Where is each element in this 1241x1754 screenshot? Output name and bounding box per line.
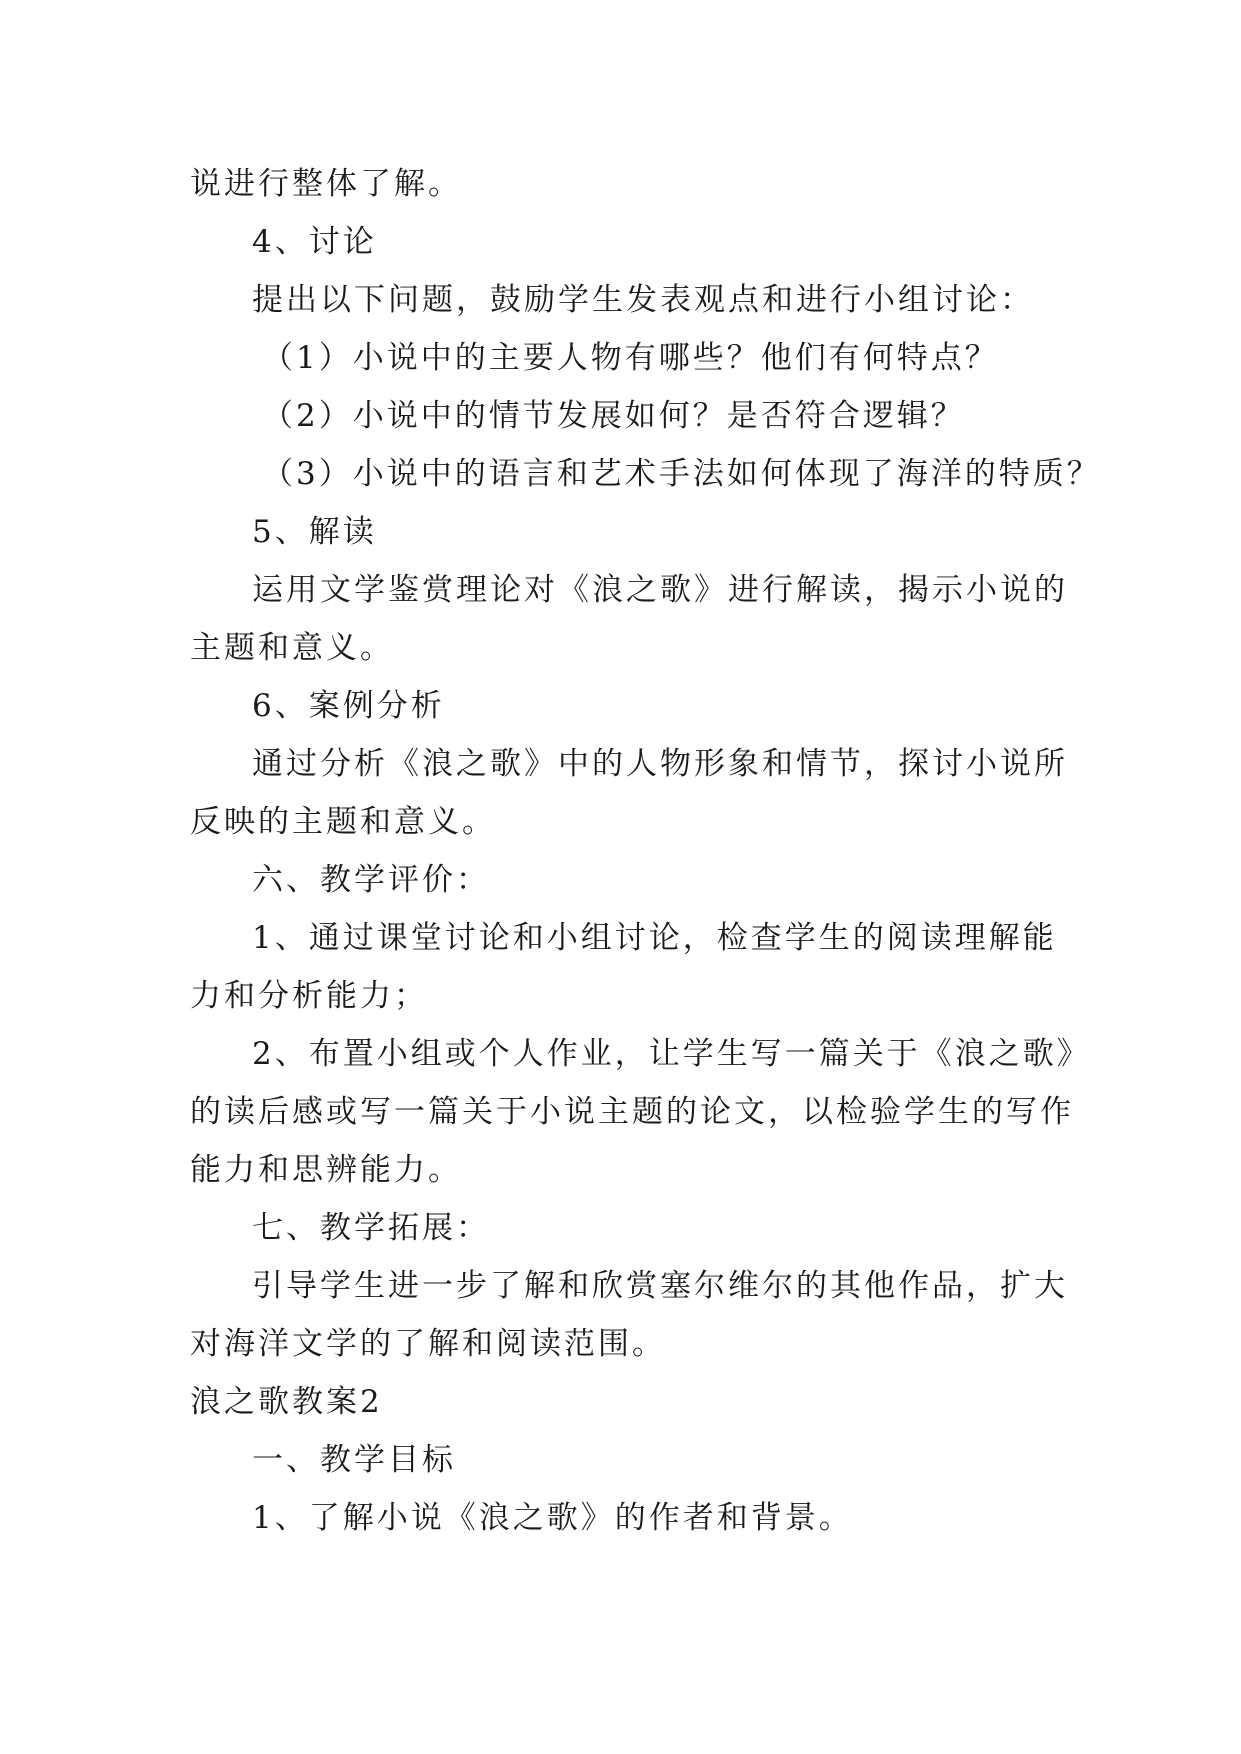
paragraph-line: 通过分析《浪之歌》中的人物形象和情节，探讨小说所 [252,746,1068,782]
section-heading-extension: 七、教学拓展： [252,1210,490,1246]
paragraph-line: 1、了解小说《浪之歌》的作者和背景。 [252,1500,853,1536]
section-heading-evaluation: 六、教学评价： [252,862,490,898]
paragraph-line: 2、布置小组或个人作业，让学生写一篇关于《浪之歌》 [252,1036,1091,1072]
paragraph-line: 引导学生进一步了解和欣赏塞尔维尔的其他作品，扩大 [252,1268,1068,1304]
paragraph-line: 1、通过课堂讨论和小组讨论，检查学生的阅读理解能 [252,920,1057,956]
section-heading-objectives: 一、教学目标 [252,1442,456,1478]
section-heading-interpretation: 5、解读 [252,514,377,550]
paragraph-line: 对海洋文学的了解和阅读范围。 [190,1326,666,1362]
question-item-2: （2）小说中的情节发展如何？是否符合逻辑？ [262,398,965,434]
question-item-3: （3）小说中的语言和艺术手法如何体现了海洋的特质？ [262,456,1101,492]
section-heading-case-analysis: 6、案例分析 [252,688,445,724]
paragraph-line: 反映的主题和意义。 [190,804,496,840]
question-item-1: （1）小说中的主要人物有哪些？他们有何特点？ [262,340,999,376]
paragraph-line: 能力和思辨能力。 [190,1152,462,1188]
paragraph-line: 提出以下问题，鼓励学生发表观点和进行小组讨论： [252,282,1034,318]
paragraph-line: 的读后感或写一篇关于小说主题的论文，以检验学生的写作 [190,1094,1074,1130]
paragraph-line: 运用文学鉴赏理论对《浪之歌》进行解读，揭示小说的 [252,572,1068,608]
paragraph-line: 说进行整体了解。 [190,166,462,202]
section-heading-discussion: 4、讨论 [252,224,377,260]
document-title: 浪之歌教案2 [190,1384,383,1420]
paragraph-line: 主题和意义。 [190,630,394,666]
paragraph-line: 力和分析能力； [190,978,428,1014]
